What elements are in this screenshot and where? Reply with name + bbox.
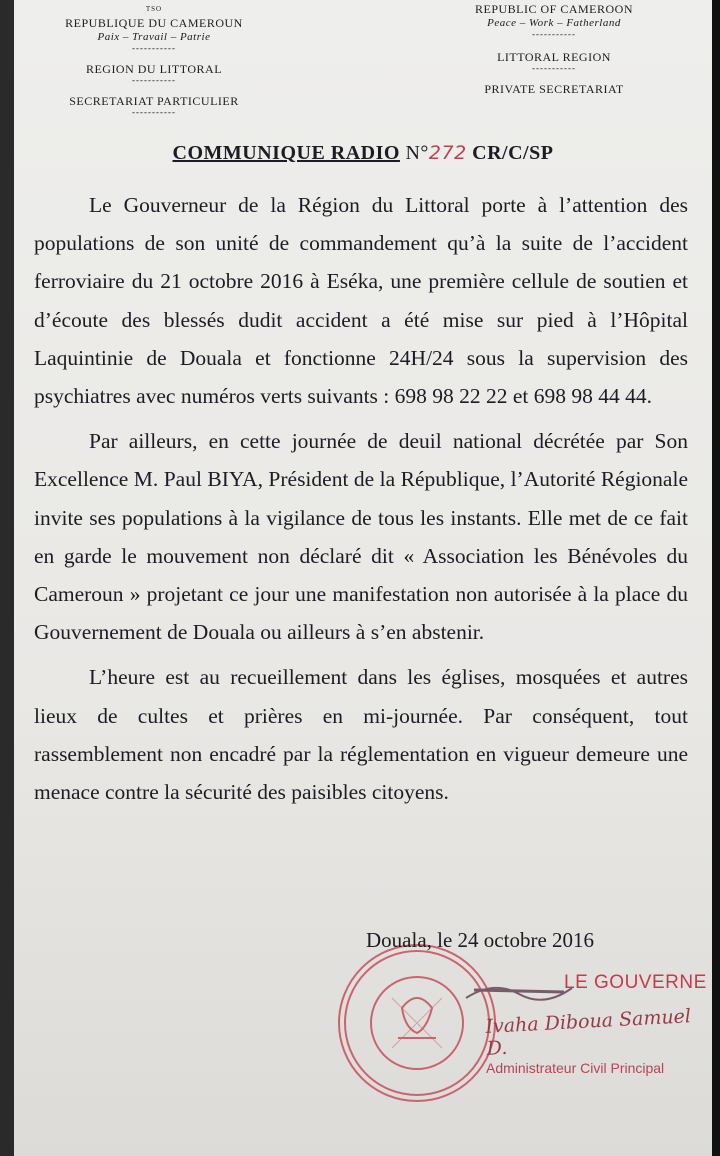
paragraph: Le Gouverneur de la Région du Littoral porte à l’attention des populations de son unité de commandement qu’à la suite de l’accident ferroviaire du 21 octobre 2016 à Eséka, une première cellule de soutien et d’écoute des blessés dudit accident a été mise sur pied à l’Hôpital Laquintinie de Douala et fonctionne 24H/24 sous la supervision des psychiatres avec numéros verts suivants : 698 98 22 22 et 698 98 44 44. bbox=[34, 193, 688, 409]
divider: ----------- bbox=[132, 43, 176, 53]
title-main: COMMUNIQUE RADIO bbox=[172, 142, 400, 164]
signatory-rank: Administrateur Civil Principal bbox=[486, 1060, 665, 1076]
region-en: LITTORAL REGION bbox=[497, 50, 611, 64]
signature-strokes bbox=[464, 970, 574, 1010]
signatory-name: Ivaha Diboua Samuel D. bbox=[485, 1005, 692, 1060]
letterhead-mark: TSO bbox=[145, 5, 163, 13]
divider: ----------- bbox=[532, 63, 576, 73]
letterhead bbox=[14, 0, 712, 130]
official-seal-icon bbox=[332, 938, 502, 1108]
photo-frame-right bbox=[712, 0, 720, 1156]
region-fr: REGION DU LITTORAL bbox=[85, 62, 223, 76]
title-number-prefix: N° bbox=[405, 142, 429, 164]
place-date: Douala, le 24 octobre 2016 bbox=[366, 928, 595, 952]
communique-body bbox=[34, 186, 688, 811]
country-en: REPUBLIC OF CAMEROON bbox=[474, 2, 634, 16]
divider: ----------- bbox=[132, 75, 176, 85]
paragraph: Par ailleurs, en cette journée de deuil national décrétée par Son Excellence M. Paul BIYA, Président de la République, l’Autorité Régionale invite ses populations à la vigilance de tous les instants. Elle met de ce fait en garde le mouvement non déclaré dit « Association les Bénévoles du Cameroun » projetant ce jour une manifestation non autorisée à la place du Gouvernement de Douala ou ailleurs à s’en abstenir. bbox=[34, 429, 688, 645]
office-en: PRIVATE SECRETARIAT bbox=[484, 82, 624, 96]
motto-en: Peace – Work – Fatherland bbox=[487, 17, 621, 29]
letterhead-english bbox=[444, 2, 664, 96]
paragraph: L’heure est au recueillement dans les églises, mosquées et autres lieux de cultes et prières en mi-journée. Par conséquent, tout rassemblement non encadré par la réglementation en vigueur demeure une menace contre la sécurité des paisibles citoyens. bbox=[34, 665, 688, 805]
office-fr: SECRETARIAT PARTICULIER bbox=[69, 94, 239, 108]
document-page bbox=[14, 0, 712, 1156]
motto-fr: Paix – Travail – Patrie bbox=[97, 31, 211, 43]
letterhead-french bbox=[54, 2, 254, 116]
country-fr: REPUBLIQUE DU CAMEROUN bbox=[65, 16, 243, 30]
handwritten-number: 272 bbox=[428, 142, 467, 164]
communique-title bbox=[14, 142, 712, 165]
title-suffix: CR/C/SP bbox=[472, 142, 554, 164]
photo-frame-left bbox=[0, 0, 14, 1156]
divider: ----------- bbox=[132, 107, 176, 117]
divider: ----------- bbox=[532, 29, 576, 39]
signatory-title: LE GOUVERNE bbox=[564, 972, 707, 993]
